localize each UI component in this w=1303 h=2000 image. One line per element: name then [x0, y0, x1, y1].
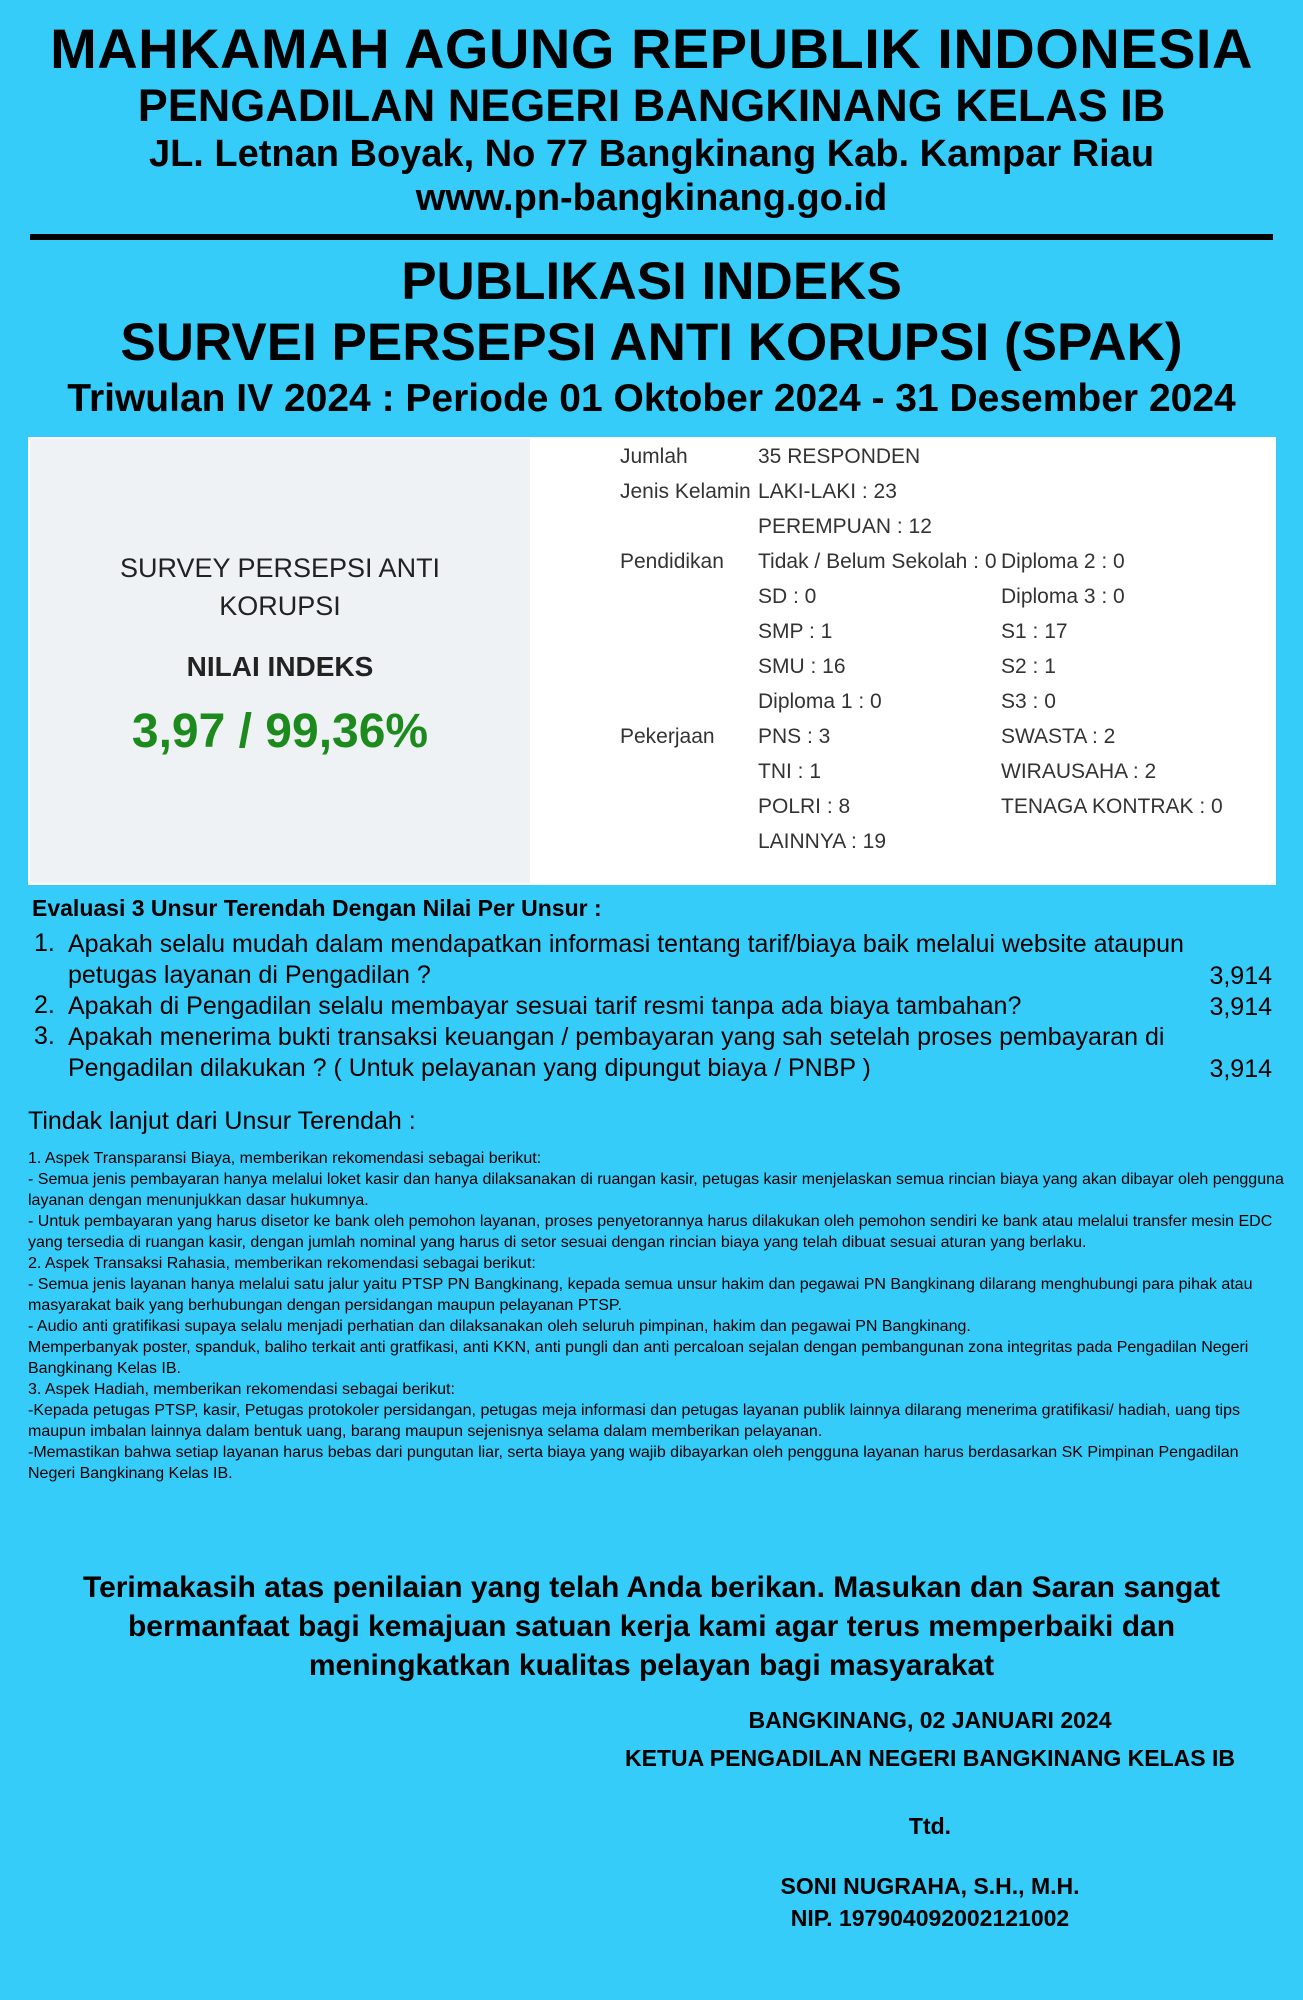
publication-period: Triwulan IV 2024 : Periode 01 Oktober 2024 - 31 Desember 2024 [67, 377, 1236, 420]
signature-ttd: Ttd. [908, 1813, 952, 1839]
stats-row: LAINNYA : 19 [758, 830, 887, 853]
evaluation-score: 3,914 [1209, 962, 1272, 990]
followup-line: - Audio anti gratifikasi supaya selalu menjadi perhatian dan dilaksanakan oleh seluruh pimpinan, hakim dan pegawai PN Bangkinang. [28, 1318, 971, 1335]
signatory-nip: NIP. 197904092002121002 [790, 1905, 1070, 1931]
evaluation-score: 3,914 [1209, 993, 1272, 1021]
survey-title-line2: KORUPSI [219, 591, 341, 621]
stats-row: Pekerjaan PNS : 3 SWASTA : 2 [620, 725, 1116, 748]
court-website: www.pn-bangkinang.go.id [415, 177, 888, 219]
survey-title-line1: SURVEY PERSEPSI ANTI [119, 553, 441, 583]
publication-title [0, 252, 1303, 424]
followup-line: 3. Aspek Hadiah, memberikan rekomendasi sebagai berikut: [28, 1381, 455, 1398]
evaluation-item: 2. Apakah di Pengadilan selalu membayar sesuai tarif resmi tanpa ada biaya tambahan? 3,914 [34, 991, 1272, 1021]
followup-line: - Semua jenis pembayaran hanya melalui loket kasir dan hanya dilaksanakan di ruangan kasir, petugas kasir menjelaskan semua rincian biaya yang akan dibayar oleh pengguna layanan dengan menunjukkan dasar hukumnya. [28, 1171, 1284, 1209]
stats-row: SD : 0 Diploma 3 : 0 [758, 585, 1125, 608]
publication-line1: PUBLIKASI INDEKS [401, 252, 902, 311]
survey-panel [28, 437, 1276, 885]
court-address: JL. Letnan Boyak, No 77 Bangkinang Kab. Kampar Riau [148, 133, 1155, 175]
index-label: NILAI INDEKS [186, 651, 374, 682]
signatory-name: SONI NUGRAHA, S.H., M.H. [780, 1873, 1080, 1899]
respondent-stats [620, 439, 1270, 859]
index-value: 3,97 / 99,36% [131, 705, 429, 758]
signature-position: KETUA PENGADILAN NEGERI BANGKINANG KELAS IB [625, 1745, 1235, 1771]
stats-row: Pendidikan Tidak / Belum Sekolah : 0 Diploma 2 : 0 [620, 550, 1125, 573]
stats-row: PEREMPUAN : 12 [758, 515, 932, 538]
thanks-message [0, 1568, 1303, 1685]
stats-row: POLRI : 8 TENAGA KONTRAK : 0 [758, 795, 1223, 818]
followup-title: Tindak lanjut dari Unsur Terendah : [28, 1107, 416, 1135]
evaluation-title: Evaluasi 3 Unsur Terendah Dengan Nilai Per Unsur : [32, 895, 602, 921]
followup-body [28, 1148, 1288, 1484]
stats-row: TNI : 1 WIRAUSAHA : 2 [758, 760, 1157, 783]
followup-line: 1. Aspek Transparansi Biaya, memberikan rekomendasi sebagai berikut: [28, 1150, 542, 1167]
evaluation-section [32, 893, 1272, 1084]
evaluation-item: 1. Apakah selalu mudah dalam mendapatkan informasi tentang tarif/biaya baik melalui website ataupun petugas layanan di Pengadilan ? 3,914 [34, 929, 1272, 990]
stats-row: Jumlah 35 RESPONDEN [620, 445, 921, 468]
stats-row: Jenis Kelamin LAKI-LAKI : 23 [620, 480, 897, 503]
followup-line: Memperbanyak poster, spanduk, baliho terkait anti gratfikasi, anti KKN, anti pungli dan anti percaloan sejalan dengan pembangunan zona integritas pada Pengadilan Negeri Bangkinang Kelas IB. [28, 1339, 1249, 1377]
letterhead [0, 0, 1303, 220]
followup-line: - Semua jenis layanan hanya melalui satu jalur yaitu PTSP PN Bangkinang, kepada semua unsur hakim dan pegawai PN Bangkinang dilarang menghubungi para pihak atau masyarakat baik yang berhubungan dengan persidangan maupun pelayanan PTSP. [28, 1276, 1253, 1314]
evaluation-list [32, 929, 1272, 1084]
evaluation-item: 3. Apakah menerima bukti transaksi keuangan / pembayaran yang sah setelah proses pembayaran di Pengadilan dilakukan ? ( Untuk pelayanan yang dipungut biaya / PNBP ) 3,914 [34, 1022, 1272, 1083]
followup-line: -Kepada petugas PTSP, kasir, Petugas protokoler persidangan, petugas meja informasi dan petugas layanan publik lainnya dilarang menerima gratifikasi/ hadiah, uang tips maupun imbalan lainnya dalam bentuk uang, barang maupun sejenisnya selama dalam memberikan pelayanan. [28, 1402, 1241, 1440]
survey-title [30, 549, 530, 625]
evaluation-score: 3,914 [1209, 1055, 1272, 1083]
index-card [30, 439, 530, 883]
court-name: PENGADILAN NEGERI BANGKINANG KELAS IB [137, 80, 1166, 131]
followup-line: 2. Aspek Transaksi Rahasia, memberikan rekomendasi sebagai berikut: [28, 1255, 536, 1272]
thanks-line3: meningkatkan kualitas pelayan bagi masyarakat [308, 1649, 995, 1682]
publication-line2: SURVEI PERSEPSI ANTI KORUPSI (SPAK) [120, 313, 1183, 372]
header-divider [30, 234, 1273, 240]
stats-row: SMP : 1 S1 : 17 [758, 620, 1068, 643]
followup-line: - Untuk pembayaran yang harus disetor ke bank oleh pemohon layanan, proses penyetorannya harus dilakukan oleh pemohon sendiri ke bank atau melalui transfer mesin EDC yang tersedia di ruangan kasir, dengan jumlah nominal yang harus di setor sesuai dengan rincian biaya yang telah dibuat sesuai aturan yang berlaku. [28, 1213, 1273, 1251]
signature-place-date: BANGKINANG, 02 JANUARI 2024 [748, 1707, 1112, 1733]
stats-row: Diploma 1 : 0 S3 : 0 [758, 690, 1056, 713]
thanks-line1: Terimakasih atas penilaian yang telah Anda berikan. Masukan dan Saran sangat [82, 1571, 1221, 1604]
institution-title: MAHKAMAH AGUNG REPUBLIK INDONESIA [50, 17, 1253, 80]
followup-line: -Memastikan bahwa setiap layanan harus bebas dari pungutan liar, serta biaya yang wajib dibayarkan oleh pengguna layanan harus berdasarkan SK Pimpinan Pengadilan Negeri Bangkinang Kelas IB. [28, 1444, 1239, 1482]
thanks-line2: bermanfaat bagi kemajuan satuan kerja kami agar terus memperbaiki dan [127, 1610, 1176, 1643]
stats-row: SMU : 16 S2 : 1 [758, 655, 1056, 678]
